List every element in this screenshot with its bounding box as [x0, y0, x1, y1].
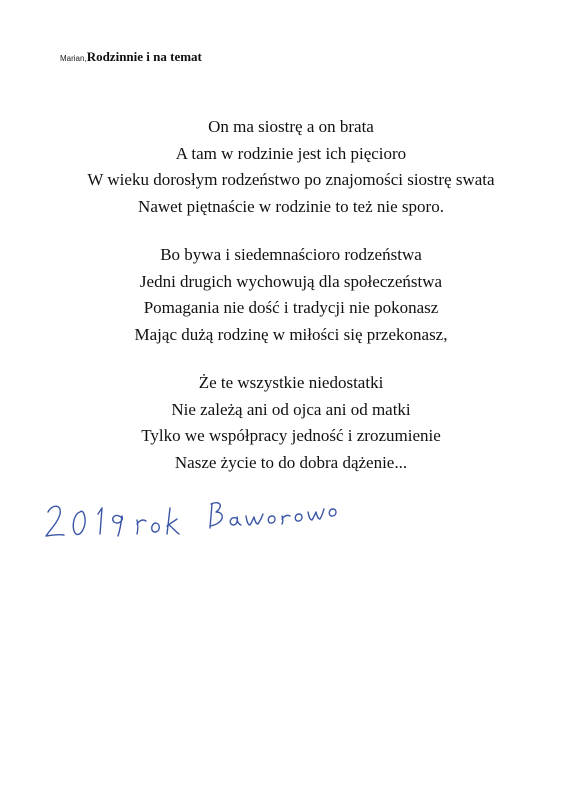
poem-title: Rodzinnie i na temat: [86, 49, 202, 64]
poem-line: W wieku dorosłym rodzeństwo po znajomości siostrę swata: [87, 170, 495, 189]
document-header: [60, 48, 202, 66]
handwritten-note: [40, 490, 340, 560]
stanza: [0, 370, 582, 476]
poem-line: Pomagania nie dość i tradycji nie pokonasz: [143, 298, 439, 317]
poem-line: On ma siostrę a on brata: [208, 117, 374, 136]
poem-line: Jedni drugich wychowują dla społeczeństwa: [139, 271, 443, 291]
handwriting-drawing: [40, 490, 340, 560]
poem-body: [0, 114, 582, 498]
author-name: Marian,: [60, 54, 87, 63]
poem-line: Nie zależą ani od ojca ani od matki: [171, 399, 411, 419]
stanza: [0, 114, 582, 220]
poem-line: Że te wszystkie niedostatki: [198, 373, 384, 392]
poem-line: Nasze życie to do dobra dążenie...: [174, 452, 408, 472]
poem-line: Tylko we współpracy jedność i zrozumienie: [141, 426, 441, 445]
stanza: [0, 242, 582, 348]
poem-line: A tam w rodzinie jest ich pięcioro: [175, 143, 407, 163]
poem-line: Mając dużą rodzinę w miłości się przekonasz,: [134, 324, 448, 344]
poem-line: Bo bywa i siedemnaścioro rodzeństwa: [160, 245, 422, 264]
poem-line: Nawet piętnaście w rodzinie to też nie sporo.: [138, 196, 444, 216]
